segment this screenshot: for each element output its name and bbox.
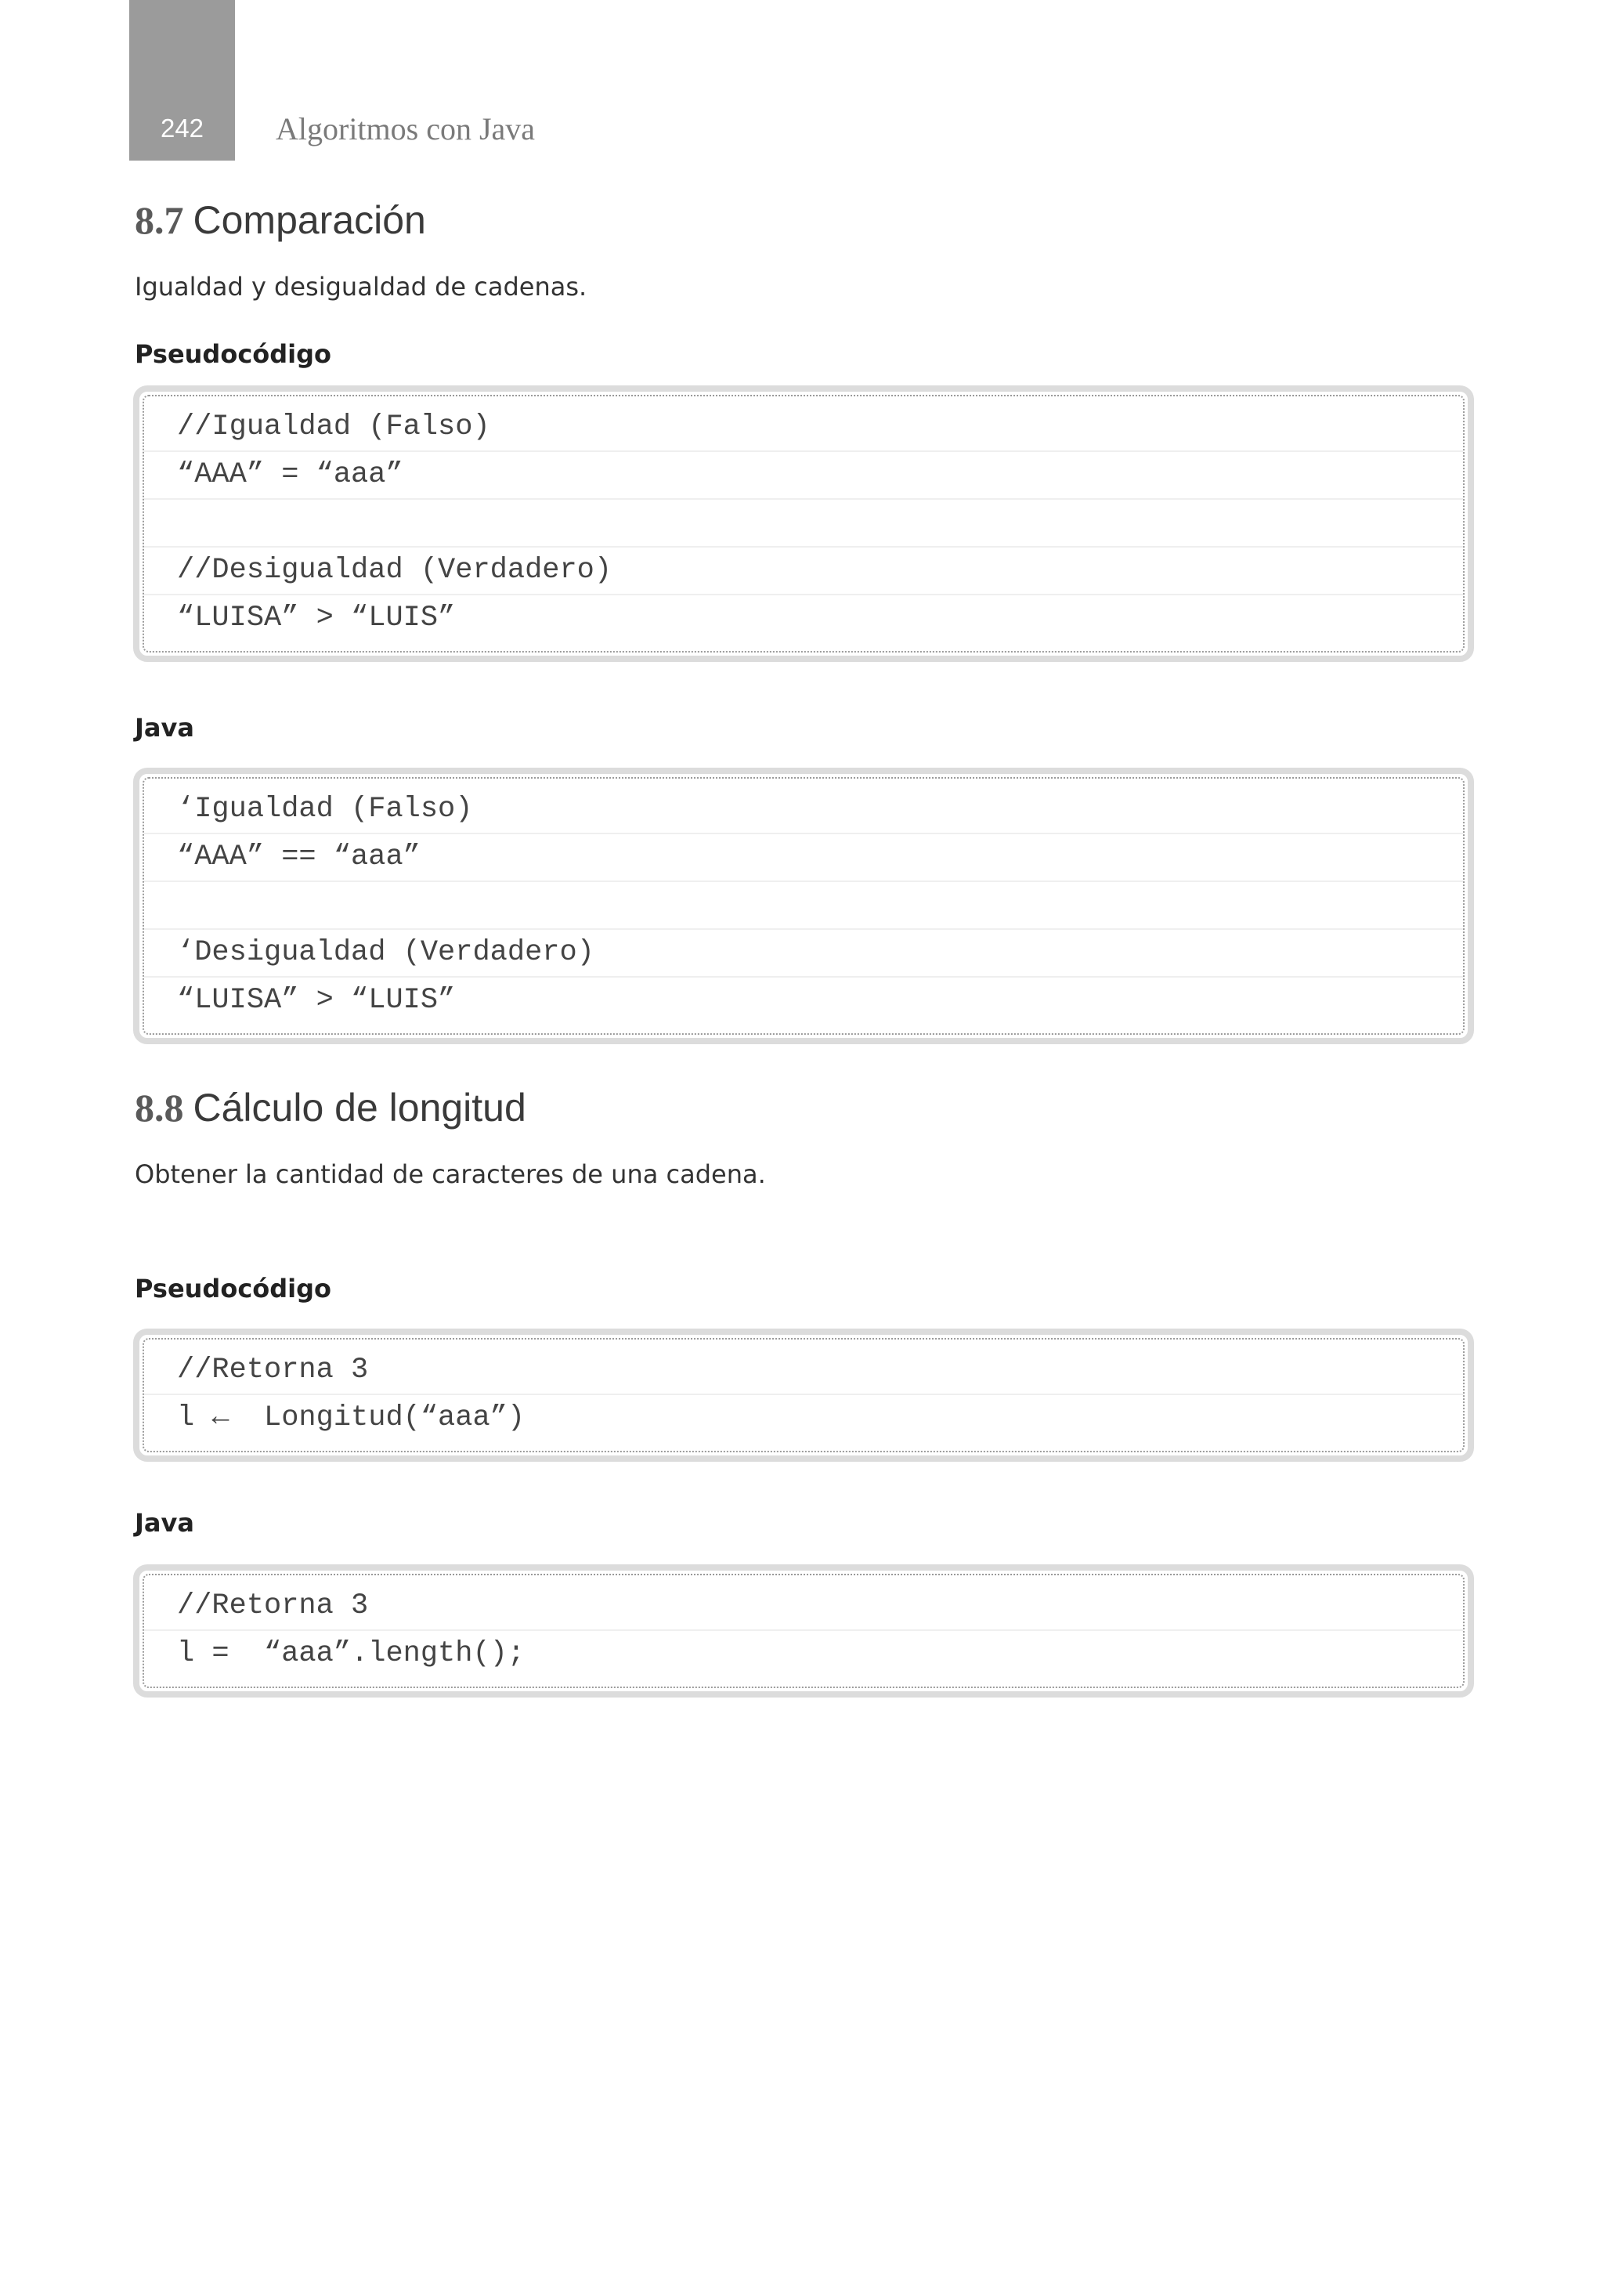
code-block-pseudocode [133, 1329, 1474, 1462]
section-description: Igualdad y desigualdad de cadenas. [135, 272, 587, 302]
section-title: Cálculo de longitud [193, 1086, 526, 1130]
code-block-pseudocode [133, 385, 1474, 662]
code-label-pseudocode: Pseudocódigo [135, 339, 332, 369]
code-line: l ← Longitud(“aaa”) [177, 1401, 526, 1434]
running-title: Algoritmos con Java [276, 111, 536, 146]
code-line: “LUISA” > “LUIS” [177, 602, 456, 635]
code-block-java [133, 768, 1474, 1044]
code-line: //Igualdad (Falso) [144, 404, 1463, 452]
code-line: “AAA” = “aaa” [144, 452, 1463, 500]
code-line: //Retorna 3 [144, 1583, 1463, 1631]
code-block-inner [143, 395, 1465, 653]
code-line: ‘Igualdad (Falso) [144, 786, 1463, 834]
code-line: “LUISA” > “LUIS” [177, 984, 456, 1017]
code-line: //Desigualdad (Verdadero) [144, 548, 1463, 595]
code-block-inner [143, 777, 1465, 1035]
section-number: 8.7 [135, 198, 184, 242]
code-label-pseudocode: Pseudocódigo [135, 1274, 332, 1303]
section-heading-8-7 [135, 197, 426, 243]
code-line: “AAA” == “aaa” [144, 834, 1463, 882]
page-number: 242 [160, 114, 204, 143]
section-number: 8.8 [135, 1086, 184, 1130]
code-line [144, 500, 1463, 548]
section-description: Obtener la cantidad de caracteres de una cadena. [135, 1159, 766, 1189]
code-line: l = “aaa”.length(); [177, 1637, 526, 1670]
code-label-java: Java [135, 1508, 194, 1538]
code-block-inner [143, 1574, 1465, 1688]
code-block-java [133, 1564, 1474, 1698]
section-title: Comparación [193, 198, 426, 242]
code-label-java: Java [135, 713, 194, 743]
code-line: ‘Desigualdad (Verdadero) [144, 930, 1463, 978]
section-heading-8-8 [135, 1085, 526, 1130]
code-block-inner [143, 1338, 1465, 1452]
code-line [144, 882, 1463, 930]
code-line: //Retorna 3 [144, 1347, 1463, 1395]
